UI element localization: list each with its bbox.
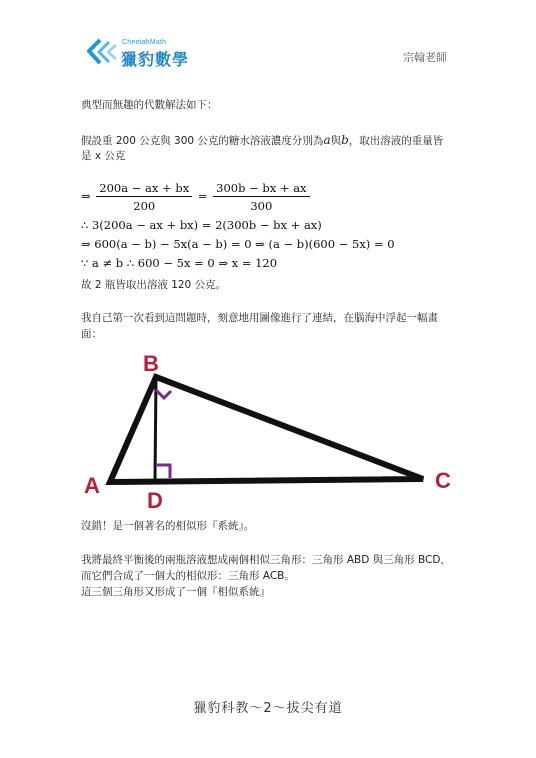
intro-text: 典型而無趣的代數解法如下：: [81, 99, 218, 111]
fraction-left-denominator: 200: [133, 199, 156, 213]
problem-rest: ，取出溶液的重量皆: [348, 135, 444, 147]
similar-triangles-diagram: [80, 345, 460, 515]
answer-text: 故 2 瓶皆取出溶液 120 公克。: [81, 279, 227, 291]
logo-chinese-name: 獵豹數學: [121, 50, 190, 69]
page-footer: 獵豹科教～2～拔尖有道: [193, 701, 343, 716]
vertex-label-c: C: [435, 468, 451, 493]
variable-b: b: [341, 133, 349, 147]
closing-line-3: 這三個三角形又形成了一個『相似系統』: [81, 586, 270, 598]
caption-text: 沒錯！是一個著名的相似形『系統』。: [81, 520, 255, 532]
right-angle-mark-d: [157, 465, 170, 478]
fraction-left-numerator: 200a − ax + bx: [96, 181, 192, 197]
problem-line-1: [81, 133, 443, 149]
reflection-line-1: 我自己第一次看到這問題時，刻意地用圖像進行了連結，在腦海中浮起一幅畫: [81, 312, 438, 324]
problem-and: 與: [330, 135, 342, 147]
vertex-label-a: A: [84, 473, 100, 498]
equation-3: ⇒ 600(a − b) − 5x(a − b) = 0 ⇒ (a − b)(600 − 5x) = 0: [81, 237, 395, 251]
variable-a: a: [323, 133, 331, 147]
logo-english-name: CheetahMath: [122, 39, 167, 46]
right-angle-mark-b: [156, 390, 171, 398]
equation-4: ∵ a ≠ b ∴ 600 − 5x = 0 ⇒ x = 120: [81, 256, 278, 270]
teacher-name: 宗翰老師: [403, 51, 447, 64]
fraction-right: [213, 181, 309, 213]
cheetahmath-logo: [86, 38, 196, 68]
fraction-left: [96, 181, 192, 213]
fraction-right-numerator: 300b − bx + ax: [213, 181, 309, 197]
problem-text: 假設重 200 公克與 300 公克的糖水溶液濃度分別為: [81, 135, 324, 147]
equation-2: ∴ 3(200a − ax + bx) = 2(300b − bx + ax): [81, 218, 322, 232]
closing-line-1: 我將最終平衡後的兩瓶溶液想成兩個相似三角形：三角形 ABD 與三角形 BCD，: [81, 554, 451, 566]
problem-line-2: 是 x 公克: [81, 150, 126, 162]
vertex-label-d: D: [147, 488, 163, 513]
vertex-label-b: B: [143, 351, 159, 376]
cheetah-logo-icon: [86, 38, 122, 66]
closing-line-2: 而它們合成了一個大的相似形：三角形 ACB。: [81, 570, 295, 582]
reflection-line-2: 面：: [81, 328, 102, 340]
equation-1: ⇒ $\frac{200a - ax + bx}{200}$ = $\frac{300b - bx + ax}{300}$: [81, 181, 312, 213]
fraction-right-denominator: 300: [250, 199, 273, 213]
altitude-bd: [155, 377, 156, 480]
